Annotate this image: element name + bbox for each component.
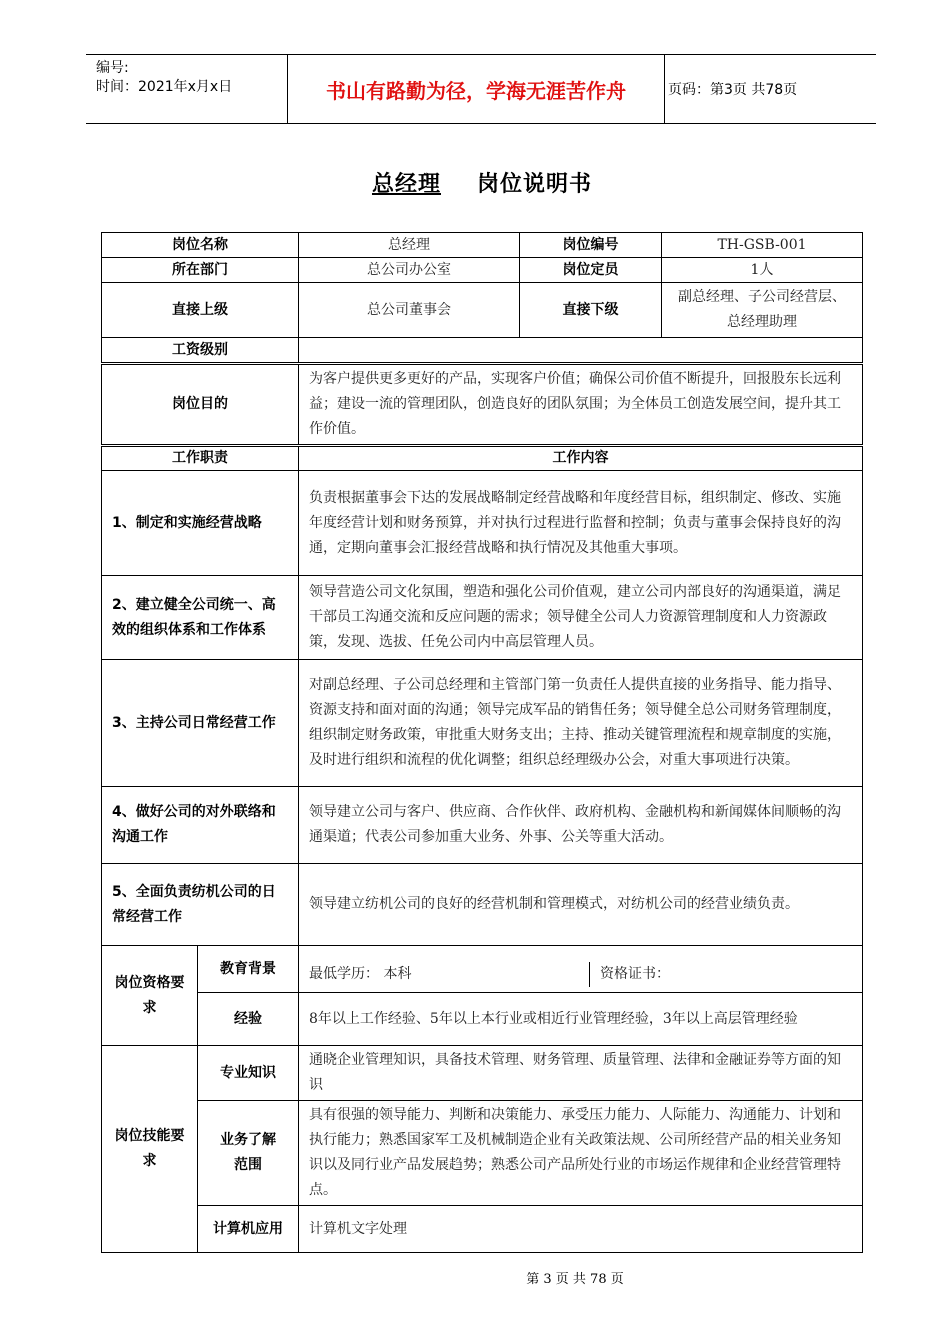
row-superior: [102, 283, 863, 338]
document-time: 时间：2021年x月x日: [96, 79, 233, 95]
label-knowledge: 专业知识: [198, 1046, 299, 1101]
document-number: 编号:: [96, 60, 129, 76]
duty-content: 领导营造公司文化氛围，塑造和强化公司价值观，建立公司内部良好的沟通渠道，满足干部员工沟通交流和反应问题的需求；领导健全公司人力资源管理制度和人力资源政策，发现、选拔、任免公司内中高层管理人员。: [299, 576, 863, 660]
value-business: 具有很强的领导能力、判断和决策能力、承受压力能力、人际能力、沟通能力、计划和执行能力；熟悉国家军工及机械制造企业有关政策法规、公司所经营产品的相关业务知识以及同行业产品发展趋势；熟悉公司产品所处行业的市场运作规律和企业经营管理特点。: [299, 1101, 863, 1206]
duties-header-left: 工作职责: [102, 446, 299, 471]
duties-header-right: 工作内容: [299, 446, 863, 471]
value-experience: 8年以上工作经验、5年以上本行业或相近行业管理经验，3年以上高层管理经验: [299, 993, 863, 1046]
duty-title: 3、主持公司日常经营工作: [102, 660, 299, 787]
value-education: 最低学历： 本科: [309, 965, 412, 982]
row-purpose: [102, 364, 863, 446]
value-computer: 计算机文字处理: [299, 1206, 863, 1253]
label-computer: 计算机应用: [198, 1206, 299, 1253]
value-salary: [299, 338, 863, 364]
value-position-name: 总经理: [299, 233, 520, 258]
duty-title: 2、建立健全公司统一、高效的组织体系和工作体系: [102, 576, 299, 660]
duty-item: [102, 787, 863, 864]
label-experience: 经验: [198, 993, 299, 1046]
title-position: 总经理: [371, 172, 441, 197]
label-qualification: 岗位资格要求: [102, 946, 198, 1046]
value-subordinate: 副总经理、子公司经营层、总经理助理: [662, 283, 863, 338]
page-header: [86, 54, 876, 124]
row-name: [102, 233, 863, 258]
value-position-code: TH-GSB-001: [662, 233, 863, 258]
duty-content: 领导建立纺机公司的良好的经营机制和管理模式，对纺机公司的经营业绩负责。: [299, 864, 863, 946]
value-superior: 总公司董事会: [299, 283, 520, 338]
duty-item: [102, 471, 863, 576]
row-knowledge: [102, 1046, 863, 1101]
label-business: 业务了解范围: [198, 1101, 299, 1206]
label-salary: 工资级别: [102, 338, 299, 364]
education-cells: [309, 952, 852, 987]
label-position-code: 岗位编号: [520, 233, 662, 258]
label-department: 所在部门: [102, 258, 299, 283]
label-subordinate: 直接下级: [520, 283, 662, 338]
duty-item: [102, 864, 863, 946]
title-suffix: 岗位说明书: [477, 172, 593, 197]
duty-item: [102, 660, 863, 787]
row-computer: [102, 1206, 863, 1253]
header-motto: 书山有路勤为径，学海无涯苦作舟: [287, 55, 665, 123]
label-quota: 岗位定员: [520, 258, 662, 283]
label-skills: 岗位技能要求: [102, 1046, 198, 1253]
row-duties-header: [102, 446, 863, 471]
value-purpose: 为客户提供更多更好的产品，实现客户价值；确保公司价值不断提升，回报股东长远利益；建设一流的管理团队，创造良好的团队氛围；为全体员工创造发展空间，提升其工作价值。: [299, 364, 863, 446]
label-superior: 直接上级: [102, 283, 299, 338]
value-quota: 1人: [662, 258, 863, 283]
duty-content: 领导建立公司与客户、供应商、合作伙伴、政府机构、金融机构和新闻媒体间顺畅的沟通渠道；代表公司参加重大业务、外事、公关等重大活动。: [299, 787, 863, 864]
duty-content: 负责根据董事会下达的发展战略制定经营战略和年度经营目标，组织制定、修改、实施年度经营计划和财务预算，并对执行过程进行监督和控制；负责与董事会保持良好的沟通，定期向董事会汇报经营战略和执行情况及其他重大事项。: [299, 471, 863, 576]
row-experience: [102, 993, 863, 1046]
duty-title: 4、做好公司的对外联络和沟通工作: [102, 787, 299, 864]
job-description-table: [101, 232, 863, 1253]
duty-title: 1、制定和实施经营战略: [102, 471, 299, 576]
label-purpose: 岗位目的: [102, 364, 299, 446]
value-certificate: 资格证书：: [589, 962, 862, 987]
row-education: [102, 946, 863, 993]
document-title: [0, 167, 950, 198]
header-meta: [96, 59, 232, 97]
label-position-name: 岗位名称: [102, 233, 299, 258]
row-dept: [102, 258, 863, 283]
label-education: 教育背景: [198, 946, 299, 993]
row-business: [102, 1101, 863, 1206]
duty-title: 5、全面负责纺机公司的日常经营工作: [102, 864, 299, 946]
duty-content: 对副总经理、子公司总经理和主管部门第一负责任人提供直接的业务指导、能力指导、资源支持和面对面的沟通；领导完成军品的销售任务；领导健全总公司财务管理制度，组织制定财务政策，审批重大财务支出；主持、推动关键管理流程和规章制度的实施，及时进行组织和流程的优化调整；组织总经理级办公会，对重大事项进行决策。: [299, 660, 863, 787]
value-education-row: [299, 946, 863, 993]
duty-item: [102, 576, 863, 660]
value-department: 总公司办公室: [299, 258, 520, 283]
row-salary: [102, 338, 863, 364]
header-page-info: 页码：第3页 共78页: [668, 82, 798, 98]
page-footer: 第 3 页 共 78 页: [526, 1272, 624, 1287]
value-knowledge: 通晓企业管理知识，具备技术管理、财务管理、质量管理、法律和金融证券等方面的知识: [299, 1046, 863, 1101]
